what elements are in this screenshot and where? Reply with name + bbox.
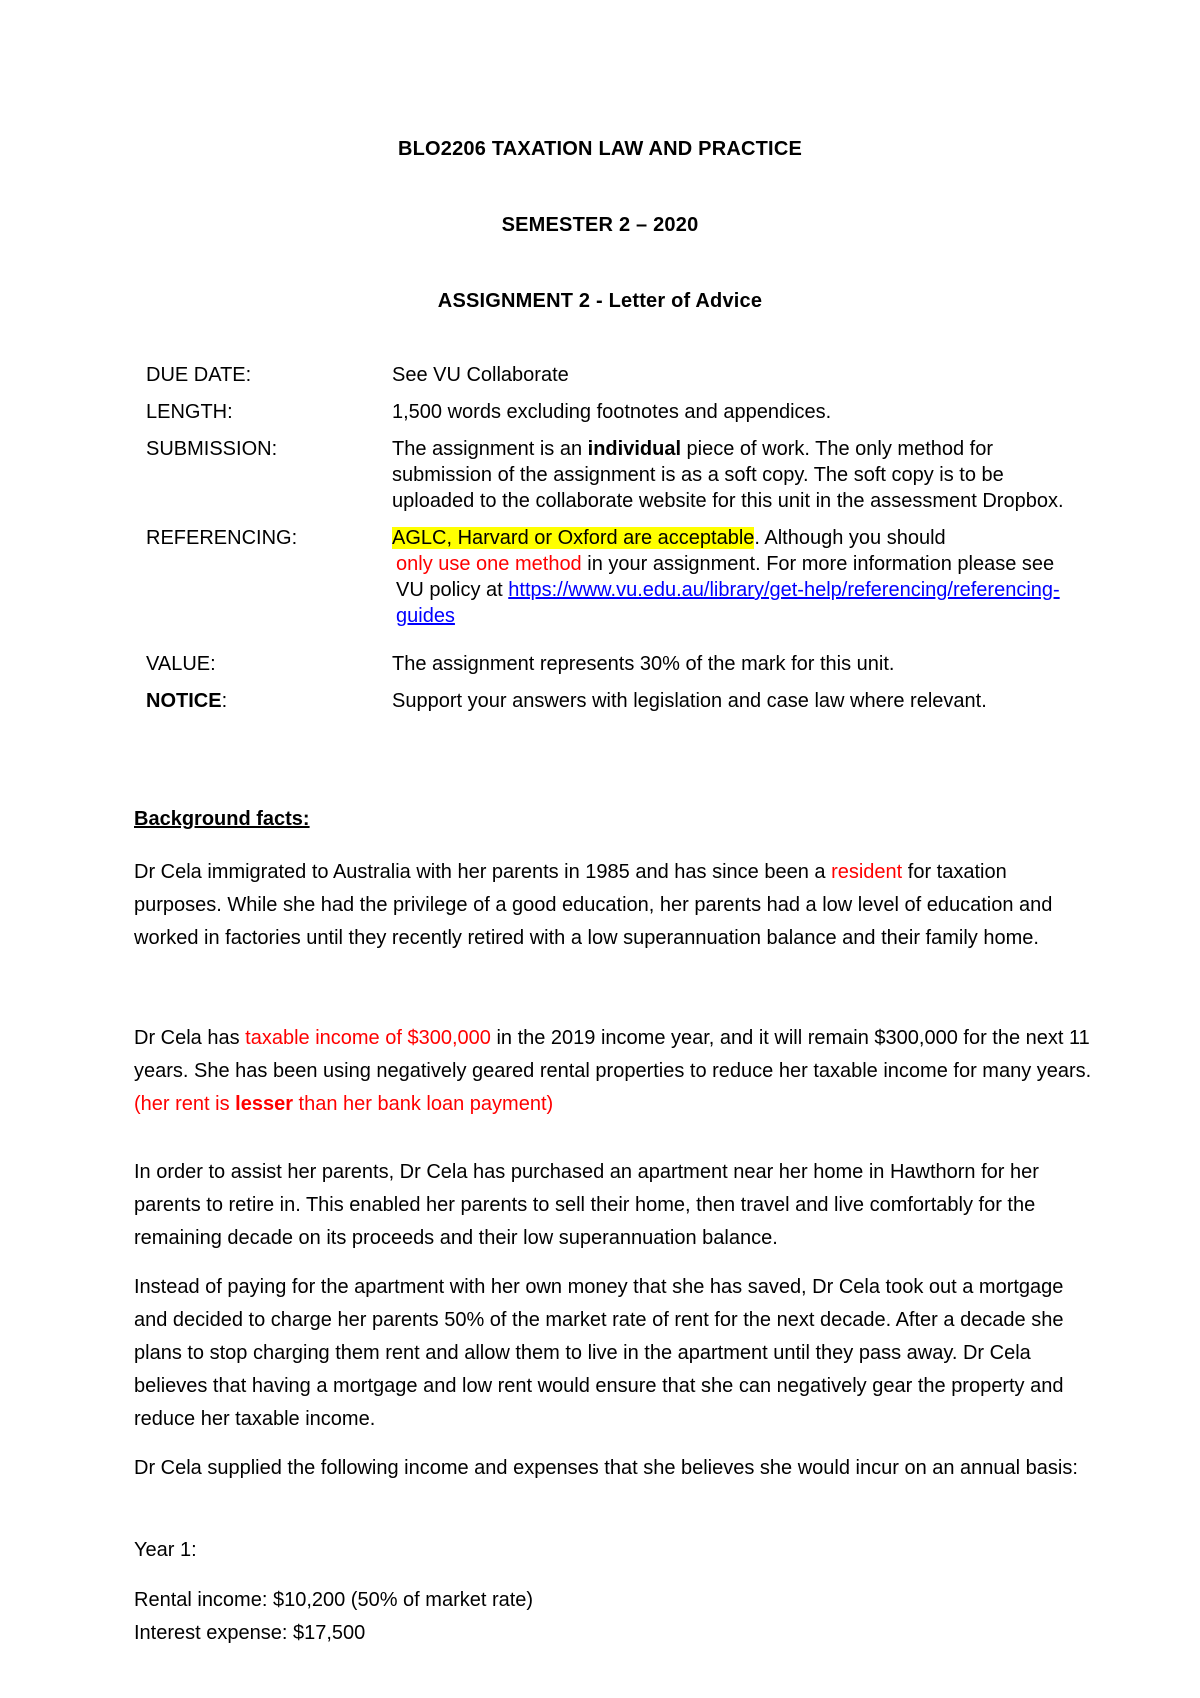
referencing-rest (392, 551, 1086, 629)
notice-value: Support your answers with legislation and case law where relevant. (392, 690, 987, 712)
notice-label (146, 688, 392, 714)
p1-post: for taxation purposes. While she had the privilege of a good education, her parents had a low level of education and worked in factories until they recently retired with a low superannuation balance and their family home. (134, 861, 1053, 949)
due-date-value: See VU Collaborate (392, 364, 569, 386)
due-date-label: DUE DATE: (146, 364, 252, 386)
submission-row (146, 436, 1086, 514)
p1-red: resident (831, 861, 903, 883)
submission-text-bold: individual (587, 438, 681, 460)
background-heading: Background facts: (134, 808, 310, 830)
rental-income-line: Rental income: $10,200 (50% of market rate) (134, 1589, 534, 1611)
p2-red: taxable income of $300,000 (245, 1027, 491, 1049)
background-paragraph-1 (134, 856, 1094, 955)
assignment-title: ASSIGNMENT 2 - Letter of Advice (437, 290, 763, 312)
p2-mid: in the 2019 income year, and it will remain $300,000 for the next 11 years. She has been using negatively geared rental properties to reduce her taxable income for many years. (134, 1027, 1092, 1082)
due-date-row (146, 362, 1086, 388)
assignment-info-table (146, 362, 1086, 725)
submission-text-post: piece of work. The only method for submission of the assignment is as a soft copy. The soft copy is to be uploaded to the collaborate website for this unit in the assessment Dropbox. (392, 438, 1064, 512)
p2-red2-bold: lesser (235, 1093, 293, 1115)
background-paragraph-2 (134, 1022, 1094, 1121)
notice-label-colon: : (221, 690, 228, 712)
year-label: Year 1: (134, 1539, 197, 1561)
length-value: 1,500 words excluding footnotes and appendices. (392, 401, 832, 423)
semester-title: SEMESTER 2 – 2020 (501, 214, 699, 236)
referencing-row (146, 525, 1086, 629)
p2-pre: Dr Cela has (134, 1027, 246, 1049)
referencing-value (392, 525, 1086, 629)
referencing-highlight: AGLC, Harvard or Oxford are acceptable (392, 527, 755, 549)
p2-red2-pre: (her rent is (134, 1093, 236, 1115)
referencing-post: in your assignment. For more information please see VU policy at (396, 553, 1055, 601)
background-paragraph-3: In order to assist her parents, Dr Cela has purchased an apartment near her home in Hawthorn for her parents to retire in. This enabled her parents to sell their home, then travel and live comfortably for the remaining decade on its proceeds and their low superannuation balance. (134, 1161, 1039, 1249)
notice-row (146, 688, 1086, 714)
background-paragraph-4: Instead of paying for the apartment with her own money that she has saved, Dr Cela took out a mortgage and decided to charge her parents 50% of the market rate of rent for the next decade. After a decade she plans to stop charging them rent and allow them to live in the apartment until they pass away. Dr Cela believes that having a mortgage and low rent would ensure that she can negatively gear the property and reduce her taxable income. (134, 1276, 1064, 1430)
value-value: The assignment represents 30% of the mark for this unit. (392, 653, 895, 675)
submission-label: SUBMISSION: (146, 438, 278, 460)
course-title: BLO2206 TAXATION LAW AND PRACTICE (397, 138, 803, 160)
referencing-mid: . Although you should (754, 527, 946, 549)
background-paragraph-5: Dr Cela supplied the following income and expenses that she believes she would incur on an annual basis: (134, 1457, 1078, 1479)
referencing-red-text: only use one method (396, 553, 582, 575)
length-label: LENGTH: (146, 401, 233, 423)
interest-expense-line: Interest expense: $17,500 (134, 1622, 366, 1644)
value-row (146, 651, 1086, 677)
value-label: VALUE: (146, 653, 216, 675)
submission-value (392, 436, 1086, 514)
referencing-guides-link[interactable]: https://www.vu.edu.au/library/get-help/referencing/referencing-guides (396, 579, 1060, 627)
length-row (146, 399, 1086, 425)
referencing-label: REFERENCING: (146, 527, 298, 549)
submission-text-pre: The assignment is an (392, 438, 588, 460)
p1-pre: Dr Cela immigrated to Australia with her parents in 1985 and has since been a (134, 861, 832, 883)
notice-label-bold: NOTICE (146, 690, 222, 712)
p2-red2-post: than her bank loan payment) (293, 1093, 554, 1115)
